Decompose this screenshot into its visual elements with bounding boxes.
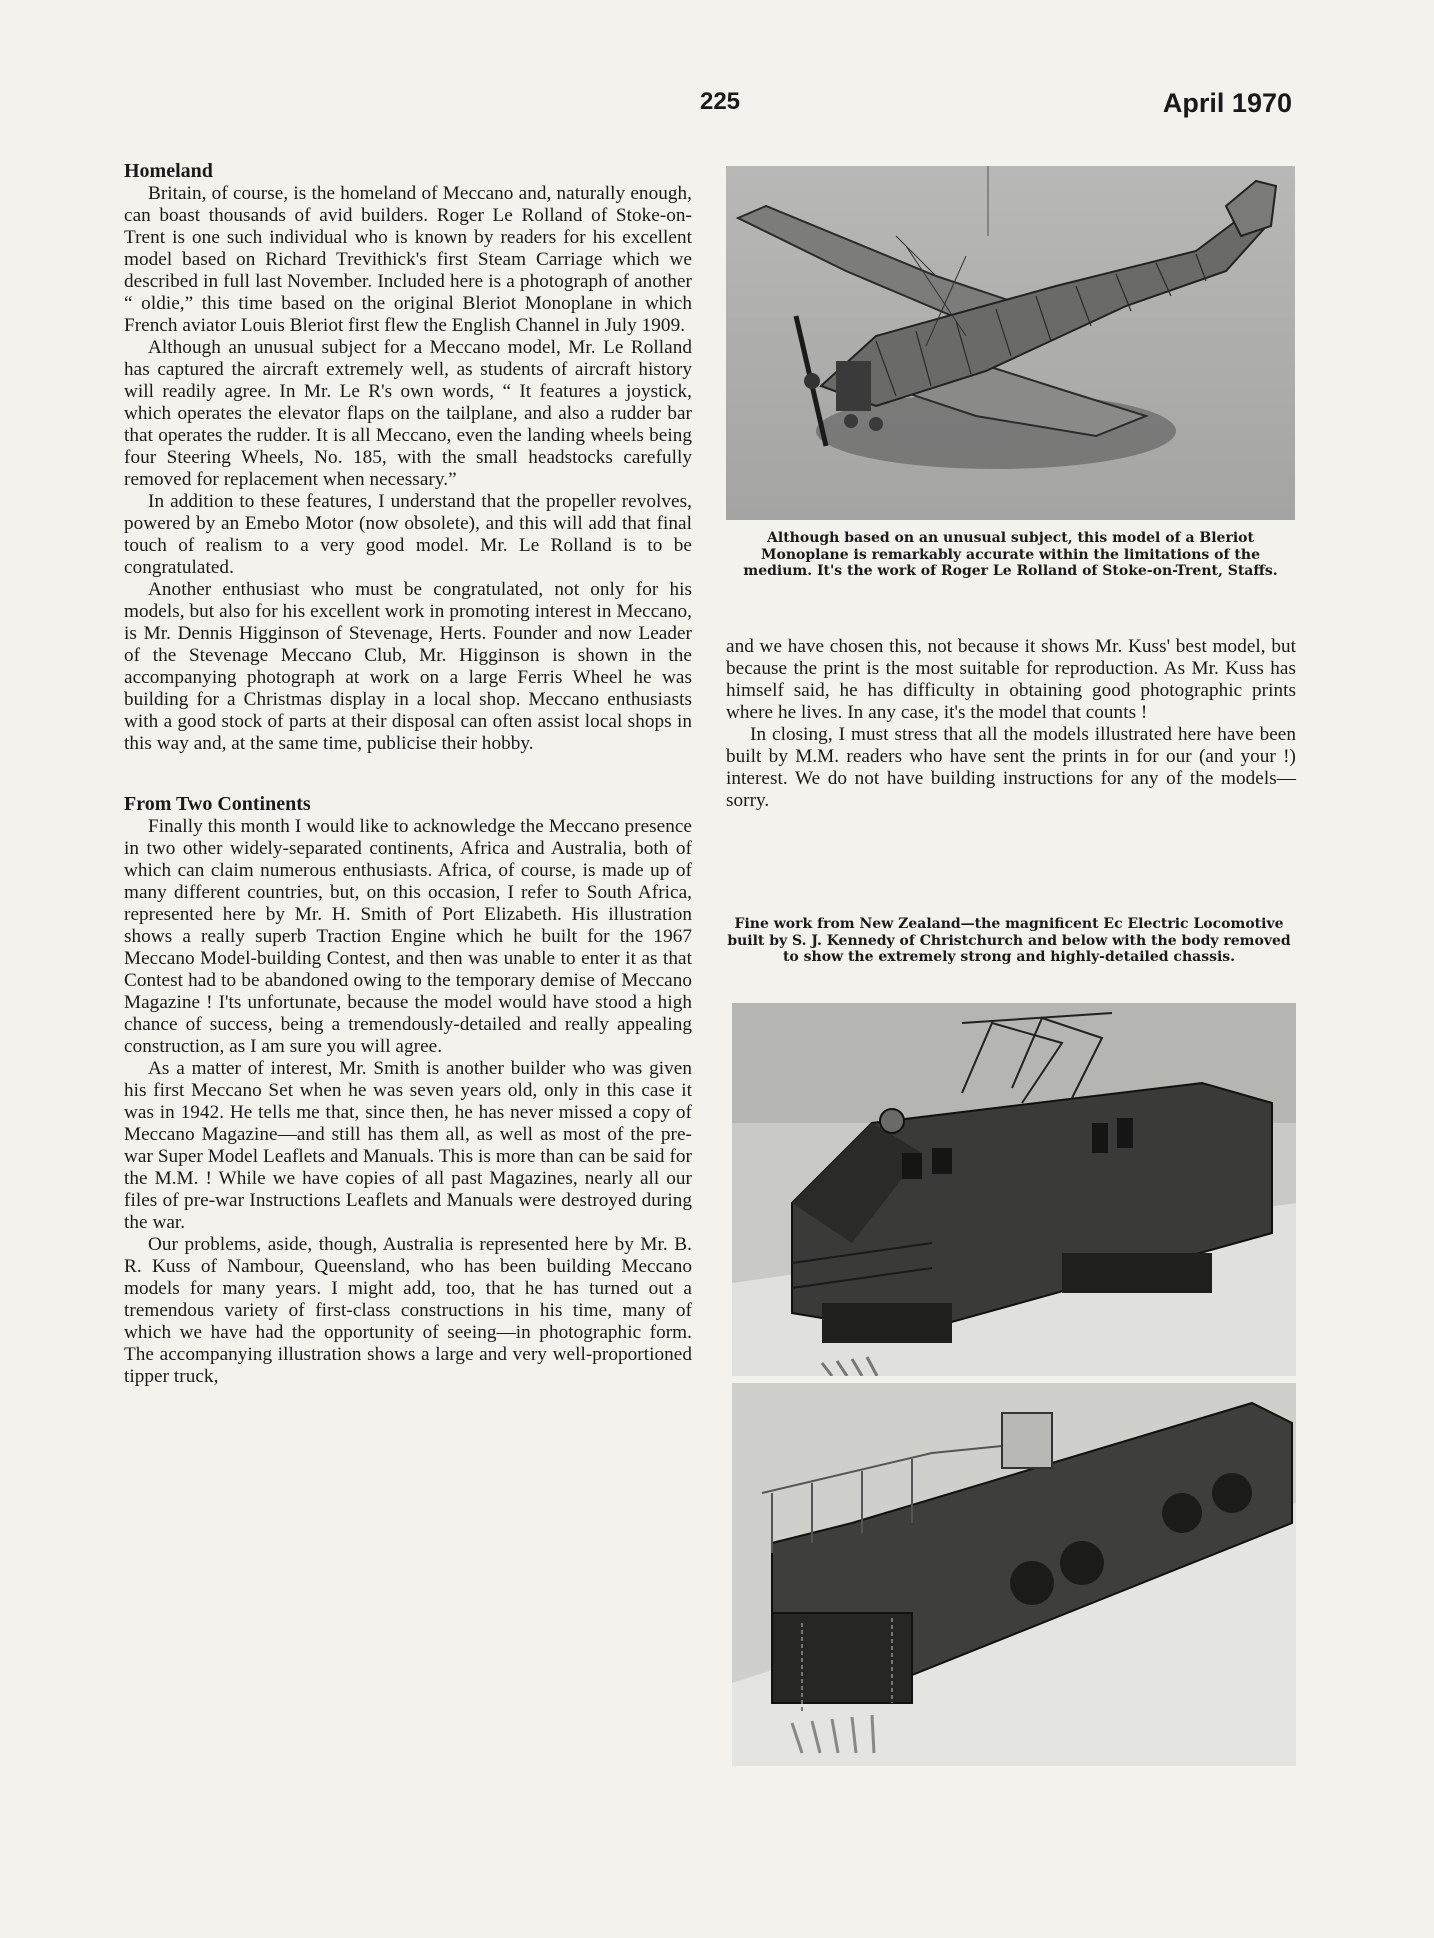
paragraph: Our problems, aside, though, Australia is represented here by Mr. B. R. Kuss of Nambour, Queensland, who has been building Meccano models for many years. I might add, too, that he has turned out a tremendous variety of first-class constructions in his time, many of which we have had the opportunity of seeing—in photographic form. The accompanying illustration shows a large and very well-proportioned tipper truck,	[124, 1234, 692, 1387]
right-column	[726, 636, 1296, 812]
paragraph: As a matter of interest, Mr. Smith is another builder who was given his first Meccano Set when he was seven years old, only in this case it was in 1942. He tells me that, since then, he has never missed a copy of Meccano Magazine—and still has them all, as well as most of the pre-war Super Model Leaflets and Manuals. This is more than can be said for the M.M. ! While we have copies of all past Magazines, nearly all our files of pre-war Instructions Leaflets and Manuals were destroyed during the war.	[124, 1058, 692, 1233]
paragraph: In addition to these features, I understand that the propeller revolves, powered by an Emebo Motor (now obsolete), and this will add that final touch of realism to a very good model. Mr. Le Rolland is to be congratulated.	[124, 491, 692, 578]
electric-locomotive-photo	[732, 1003, 1296, 1376]
paragraph: and we have chosen this, not because it shows Mr. Kuss' best model, but because the print is the most suitable for reproduction. As Mr. Kuss has himself said, he has difficulty in obtaining good photographic prints where he lives. In any case, it's the model that counts !	[726, 636, 1296, 723]
left-column	[124, 160, 692, 1388]
caption-electric-locomotive: Fine work from New Zealand—the magnificent Ec Electric Locomotive built by S. J. Kennedy of Christchurch and below with the body removed to show the extremely strong and highly-detailed chassis.	[727, 916, 1291, 965]
issue-date: April 1970	[1162, 88, 1292, 118]
paragraph: Britain, of course, is the homeland of Meccano and, naturally enough, can boast thousands of avid builders. Roger Le Rolland of Stoke-on-Trent is one such individual who is known by readers for his excellent model based on Richard Trevithick's first Steam Carriage which we described in full last November. Included here is a photograph of another “ oldie,” this time based on the original Bleriot Monoplane in which French aviator Louis Bleriot first flew the English Channel in July 1909.	[124, 183, 692, 336]
bleriot-monoplane-photo	[726, 166, 1295, 520]
paragraph: Although an unusual subject for a Meccano model, Mr. Le Rolland has captured the aircraft extremely well, as students of aircraft history will readily agree. In Mr. Le R's own words, “ It features a joystick, which operates the elevator flaps on the tailplane, and also a rudder bar that operates the rudder. It is all Meccano, even the landing wheels being four Steering Wheels, No. 185, with the small headstocks carefully removed for replacement when necessary.”	[124, 337, 692, 490]
paragraph: In closing, I must stress that all the models illustrated here have been built by M.M. readers who have sent the prints in for our (and your !) interest. We do not have building instructions for any of the models—sorry.	[726, 724, 1296, 811]
paragraph: Finally this month I would like to acknowledge the Meccano presence in two other widely-separated continents, Africa and Australia, both of which can claim numerous enthusiasts. Africa, of course, is made up of many different countries, but, on this occasion, I refer to South Africa, represented here by Mr. H. Smith of Port Elizabeth. His illustration shows a really superb Traction Engine which he built for the 1967 Meccano Model-building Contest, and then was unable to enter it as that Contest had to be abandoned owing to the temporary demise of Meccano Magazine ! I'ts unfortunate, because the model would have stood a high chance of success, being a tremendously-detailed and really appealing construction, as I am sure you will agree.	[124, 816, 692, 1057]
heading-homeland: Homeland	[124, 160, 213, 182]
paragraph: Another enthusiast who must be congratulated, not only for his models, but also for his excellent work in promoting interest in Meccano, is Mr. Dennis Higginson of Stevenage, Herts. Founder and now Leader of the Stevenage Meccano Club, Mr. Higginson is shown in the accompanying photograph at work on a large Ferris Wheel he was building for a Christmas display in a local shop. Meccano enthusiasts with a good stock of parts at their disposal can often assist local shops in this way and, at the same time, publicise their hobby.	[124, 579, 692, 754]
page-number: 225	[699, 88, 741, 115]
heading-from-two-continents: From Two Continents	[124, 793, 311, 815]
locomotive-chassis-photo	[732, 1383, 1296, 1766]
caption-bleriot-monoplane: Although based on an unusual subject, this model of a Bleriot Monoplane is remarkably accurate within the limitations of the medium. It's the work of Roger Le Rolland of Stoke-on-Trent, Staffs.	[743, 530, 1278, 579]
